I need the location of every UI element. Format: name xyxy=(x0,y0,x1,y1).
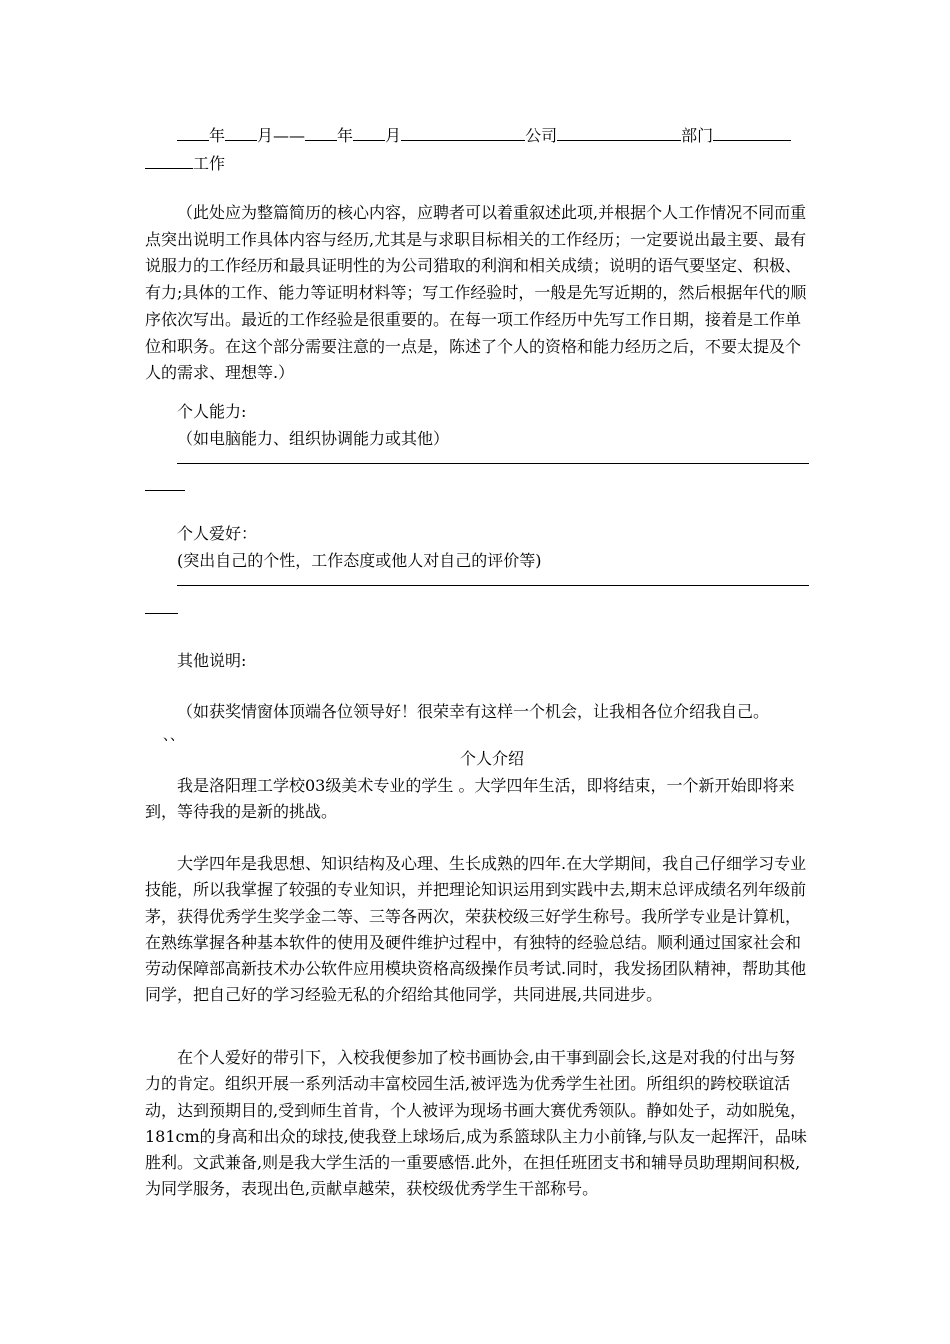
ability-blank-line xyxy=(177,463,809,464)
intro-paragraph-3: 在个人爱好的带引下，入校我便参加了校书画协会,由干事到副会长,这是对我的付出与努力的肯定。组织开展一系列活动丰富校园生活,被评选为优秀学生社团。所组织的跨校联谊活动，达到预期目的,受到师生首肯，个人被评为现场书画大赛优秀领队。静如处子，动如脱兔，181cm的身高和出众的球技,使我登上球场后,成为系篮球队主力小前锋,与队友一起挥汗，品味胜利。文武兼备,则是我大学生活的一重要感悟.此外，在担任班团支书和辅导员助理期间积极,为同学服务，表现出色,贡献卓越荣，获校级优秀学生干部称号。 xyxy=(145,1048,807,1199)
label-dash: —— xyxy=(273,126,306,145)
label-department: 部门 xyxy=(681,126,714,145)
label-month: 月 xyxy=(257,126,274,145)
work-experience-note: （此处应为整篇简历的核心内容，应聘者可以着重叙述此项,并根据个人工作情况不同而重点突出说明工作具体内容与经历,尤其是与求职目标相关的工作经历；一定要说出最主要、最有说服力的工作经历和最具证明性的为公司猎取的利润和相关成绩；说明的语气要坚定、积极、有力;具体的工作、能力等证明材料等；写工作经验时，一般是先写近期的，然后根据年代的顺序依次写出。最近的工作经验是很重要的。在每一项工作经历中先写工作日期，接着是工作单位和职务。在这个部分需要注意的一点是，陈述了个人的资格和能力经历之后，不要太提及个人的需求、理想等.） xyxy=(145,203,807,383)
blank-department xyxy=(557,123,681,141)
blank-end-month xyxy=(353,123,385,141)
label-month-2: 月 xyxy=(385,126,402,145)
label-company: 公司 xyxy=(525,126,558,145)
hobby-blank-line-end xyxy=(145,613,178,614)
blank-start-month xyxy=(225,123,257,141)
blank-end-year xyxy=(305,123,337,141)
work-line-2 xyxy=(145,151,809,176)
blank-position xyxy=(145,151,193,169)
label-year-2: 年 xyxy=(337,126,354,145)
work-period-line xyxy=(177,123,841,148)
intro-title: 个人介绍 xyxy=(459,749,524,768)
other-note: （如获奖情窗体顶端各位领导好！很荣幸有这样一个机会，让我相各位介绍我自己。 xyxy=(177,702,770,721)
hobby-heading: 个人爱好： xyxy=(177,524,258,543)
blank-department-end xyxy=(713,123,791,141)
label-work: 工作 xyxy=(193,154,226,173)
blank-start-year xyxy=(177,123,209,141)
label-year: 年 xyxy=(209,126,226,145)
intro-paragraph-1: 我是洛阳理工学校03级美术专业的学生 。大学四年生活，即将结束，一个新开始即将来到，等待我的是新的挑战。 xyxy=(145,776,795,821)
hobby-note: (突出自己的个性，工作态度或他人对自己的评价等) xyxy=(177,551,542,570)
ability-heading: 个人能力: xyxy=(177,402,247,421)
other-heading: 其他说明: xyxy=(177,651,247,670)
other-marks: 、、 xyxy=(163,728,184,744)
intro-paragraph-2: 大学四年是我思想、知识结构及心理、生长成熟的四年.在大学期间，我自己仔细学习专业技能，所以我掌握了较强的专业知识，并把理论知识运用到实践中去,期末总评成绩名列年级前茅，获得优秀学生奖学金二等、三等各两次，荣获校级三好学生称号。我所学专业是计算机，在熟练掌握各种基本软件的使用及硬件维护过程中，有独特的经验总结。顺利通过国家社会和劳动保障部高新技术办公软件应用模块资格高级操作员考试.同时，我发扬团队精神，帮助其他同学，把自己好的学习经验无私的介绍给其他同学，共同进展,共同进步。 xyxy=(145,854,807,1005)
blank-company xyxy=(401,123,525,141)
hobby-blank-line xyxy=(177,585,809,586)
ability-blank-line-end xyxy=(145,490,185,491)
ability-note: （如电脑能力、组织协调能力或其他） xyxy=(177,429,450,448)
